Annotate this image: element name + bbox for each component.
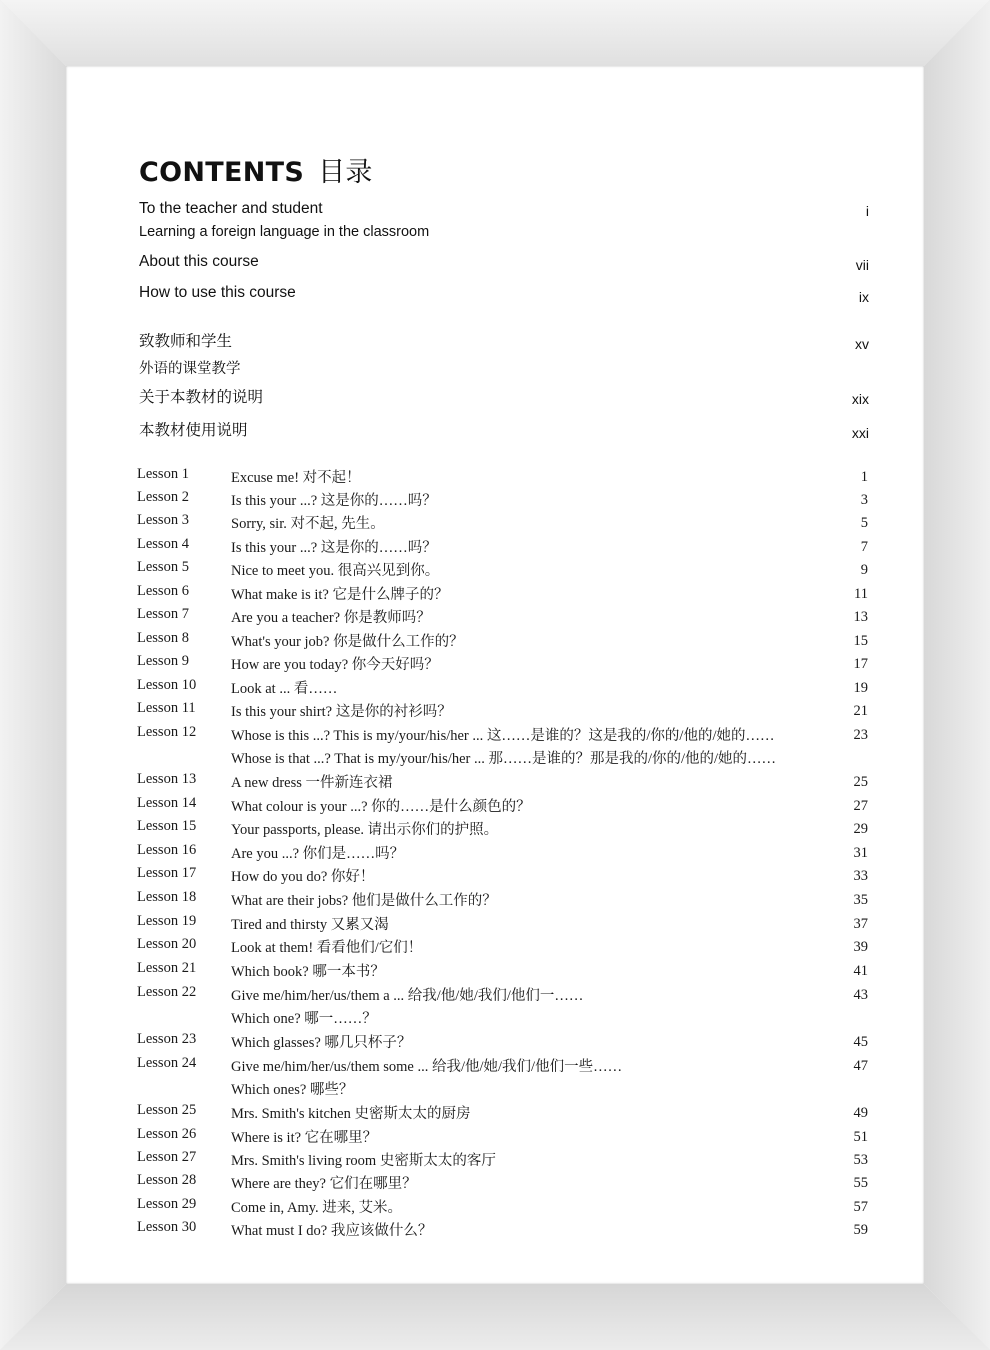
lesson-label: Lesson 29 [137, 1196, 197, 1212]
lesson-page: 11 [854, 586, 868, 602]
lesson-title: Look at them! 看看他们/它们！ [231, 940, 423, 956]
lesson-page: 21 [853, 703, 868, 719]
front-entry-title: 本教材使用说明 [139, 422, 248, 439]
lesson-row [0, 889, 990, 912]
lesson-label: Lesson 10 [137, 677, 197, 693]
lesson-row [0, 1102, 990, 1125]
lesson-row [0, 1172, 990, 1195]
lesson-label: Lesson 5 [137, 559, 189, 575]
lesson-title: What make is it? 它是什么牌子的？ [231, 587, 449, 603]
lesson-row [0, 653, 990, 676]
lesson-page: 19 [853, 680, 868, 696]
title-chinese: 目录 [318, 157, 373, 188]
lesson-title: Is this your ...? 这是你的……吗？ [231, 540, 437, 556]
lesson-page: 25 [853, 774, 868, 790]
lesson-title: Excuse me! 对不起！ [231, 470, 361, 486]
front-entry-title: How to use this course [139, 284, 296, 301]
lesson-title: Which glasses? 哪几只杯子？ [231, 1035, 412, 1051]
lesson-row [0, 865, 990, 888]
lesson-title: Where is it? 它在哪里？ [231, 1130, 378, 1146]
lesson-label: Lesson 8 [137, 630, 189, 646]
lesson-title: Which book? 哪一本书？ [231, 964, 385, 980]
lesson-title: Tired and thirsty 又累又渴 [231, 917, 389, 933]
lesson-title: Is this your ...? 这是你的……吗？ [231, 493, 437, 509]
lesson-page: 57 [853, 1199, 868, 1215]
lesson-title: Where are they? 它们在哪里？ [231, 1176, 417, 1192]
lesson-label: Lesson 30 [137, 1219, 197, 1235]
lesson-page: 3 [860, 492, 868, 508]
lesson-row [0, 630, 990, 653]
lesson-page: 41 [853, 963, 868, 979]
lesson-title: What are their jobs? 他们是做什么工作的？ [231, 893, 497, 909]
lesson-label: Lesson 22 [137, 984, 197, 1000]
lesson-label: Lesson 17 [137, 865, 197, 881]
lesson-row [0, 700, 990, 723]
lesson-title: What colour is your ...? 你的……是什么颜色的？ [231, 799, 531, 815]
lesson-row [0, 960, 990, 983]
lesson-label: Lesson 13 [137, 771, 197, 787]
lesson-title: Sorry, sir. 对不起, 先生。 [231, 516, 385, 532]
lesson-row [0, 1126, 990, 1149]
front-entry [139, 418, 248, 440]
lesson-label: Lesson 11 [137, 700, 196, 716]
lesson-title: A new dress 一件新连衣裙 [231, 775, 393, 791]
lesson-row [0, 1149, 990, 1172]
lesson-page: 33 [853, 868, 868, 884]
front-entry-page: vii [855, 257, 869, 273]
lesson-page: 9 [860, 562, 868, 578]
front-entry-page: xxi [851, 425, 869, 441]
lesson-row [0, 1196, 990, 1219]
lesson-label: Lesson 26 [137, 1126, 197, 1142]
front-entry-page: ix [858, 289, 869, 305]
lesson-label: Lesson 1 [137, 466, 189, 482]
lesson-row [0, 984, 990, 1027]
title-english: CONTENTS [139, 157, 305, 188]
lesson-title: How are you today? 你今天好吗？ [231, 657, 439, 673]
frame-bevel-top [0, 0, 990, 66]
lesson-row [0, 795, 990, 818]
lesson-row [0, 489, 990, 512]
lesson-label: Lesson 12 [137, 724, 197, 740]
front-entry-subtitle: Learning a foreign language in the classroom [139, 224, 430, 240]
lesson-label: Lesson 18 [137, 889, 197, 905]
lesson-label: Lesson 16 [137, 842, 197, 858]
lesson-page: 17 [853, 656, 868, 672]
lesson-title-line2: Whose is that ...? That is my/your/his/her ... 那……是谁的？那是我的/你的/他的/她的…… [231, 751, 777, 767]
lesson-page: 35 [853, 892, 868, 908]
lesson-page: 45 [853, 1034, 868, 1050]
lesson-page: 23 [853, 727, 868, 743]
lesson-row [0, 677, 990, 700]
lesson-title: Look at ... 看…… [231, 681, 338, 697]
lesson-title: Nice to meet you. 很高兴见到你。 [231, 563, 440, 579]
lesson-row [0, 536, 990, 559]
lesson-label: Lesson 28 [137, 1172, 197, 1188]
lesson-label: Lesson 7 [137, 606, 189, 622]
front-entry-title: 致教师和学生 [139, 333, 233, 350]
lesson-page: 59 [853, 1222, 868, 1238]
front-entry [139, 329, 241, 378]
lesson-page: 39 [853, 939, 868, 955]
lesson-page: 27 [853, 798, 868, 814]
lesson-page: 51 [853, 1129, 868, 1145]
front-entry [139, 253, 259, 271]
lesson-row [0, 771, 990, 794]
lesson-title: How do you do? 你好！ [231, 869, 375, 885]
lesson-page: 37 [853, 916, 868, 932]
lesson-row [0, 818, 990, 841]
lesson-label: Lesson 2 [137, 489, 189, 505]
lesson-title-line2: Which one? 哪一……？ [231, 1011, 377, 1027]
lesson-title: Come in, Amy. 进来, 艾米。 [231, 1200, 403, 1216]
front-entry-subtitle: 外语的课堂教学 [139, 361, 241, 377]
lesson-title: Give me/him/her/us/them some ... 给我/他/她/我们/他们一些…… [231, 1059, 623, 1075]
lesson-title-line2: Which ones? 哪些？ [231, 1082, 354, 1098]
lesson-page: 13 [853, 609, 868, 625]
lesson-page: 55 [853, 1175, 868, 1191]
lesson-title: Your passports, please. 请出示你们的护照。 [231, 822, 499, 838]
lesson-page: 29 [853, 821, 868, 837]
lesson-title: Are you ...? 你们是……吗？ [231, 846, 405, 862]
lesson-row [0, 724, 990, 767]
lesson-label: Lesson 3 [137, 512, 189, 528]
lesson-row [0, 936, 990, 959]
lesson-row [0, 559, 990, 582]
lesson-label: Lesson 19 [137, 913, 197, 929]
front-entry-page: xv [855, 336, 869, 352]
lesson-label: Lesson 14 [137, 795, 197, 811]
lesson-page: 31 [853, 845, 868, 861]
lesson-label: Lesson 9 [137, 653, 189, 669]
frame-bevel-bottom [0, 1284, 990, 1350]
lesson-title: Are you a teacher? 你是教师吗？ [231, 610, 431, 626]
lesson-row [0, 512, 990, 535]
lesson-label: Lesson 25 [137, 1102, 197, 1118]
lesson-page: 7 [860, 539, 868, 555]
lesson-page: 43 [853, 987, 868, 1003]
front-entry-title: To the teacher and student [139, 200, 323, 217]
lesson-title: Mrs. Smith's living room 史密斯太太的客厅 [231, 1153, 496, 1169]
front-entry-title: 关于本教材的说明 [139, 389, 264, 406]
front-entry-page: i [865, 203, 869, 219]
lesson-title: Mrs. Smith's kitchen 史密斯太太的厨房 [231, 1106, 471, 1122]
lesson-title: Give me/him/her/us/them a ... 给我/他/她/我们/他们一…… [231, 988, 584, 1004]
lesson-label: Lesson 20 [137, 936, 197, 952]
lesson-label: Lesson 6 [137, 583, 189, 599]
lesson-row [0, 1031, 990, 1054]
lesson-label: Lesson 21 [137, 960, 197, 976]
front-entry-title: About this course [139, 253, 259, 270]
lesson-row [0, 842, 990, 865]
lesson-title: Is this your shirt? 这是你的衬衫吗？ [231, 704, 452, 720]
lesson-row [0, 606, 990, 629]
front-entry-page: xix [851, 391, 869, 407]
lesson-page: 53 [853, 1152, 868, 1168]
lesson-page: 5 [860, 515, 868, 531]
lesson-page: 1 [860, 469, 868, 485]
lesson-label: Lesson 27 [137, 1149, 197, 1165]
lesson-label: Lesson 23 [137, 1031, 197, 1047]
lesson-row [0, 913, 990, 936]
lesson-label: Lesson 24 [137, 1055, 197, 1071]
lesson-title: Whose is this ...? This is my/your/his/her ... 这……是谁的？这是我的/你的/他的/她的…… [231, 728, 775, 744]
lesson-page: 15 [853, 633, 868, 649]
lesson-label: Lesson 15 [137, 818, 197, 834]
lesson-label: Lesson 4 [137, 536, 189, 552]
lesson-title: What must I do? 我应该做什么？ [231, 1223, 433, 1239]
lesson-row [0, 583, 990, 606]
lesson-page: 49 [853, 1105, 868, 1121]
front-entry [139, 385, 263, 407]
front-entry [139, 284, 296, 302]
front-entry [139, 200, 429, 240]
lesson-row [0, 1055, 990, 1098]
page-title [139, 150, 373, 189]
lesson-title: What's your job? 你是做什么工作的？ [231, 634, 464, 650]
lesson-row [0, 1219, 990, 1242]
lesson-page: 47 [853, 1058, 868, 1074]
lesson-row [0, 466, 990, 489]
